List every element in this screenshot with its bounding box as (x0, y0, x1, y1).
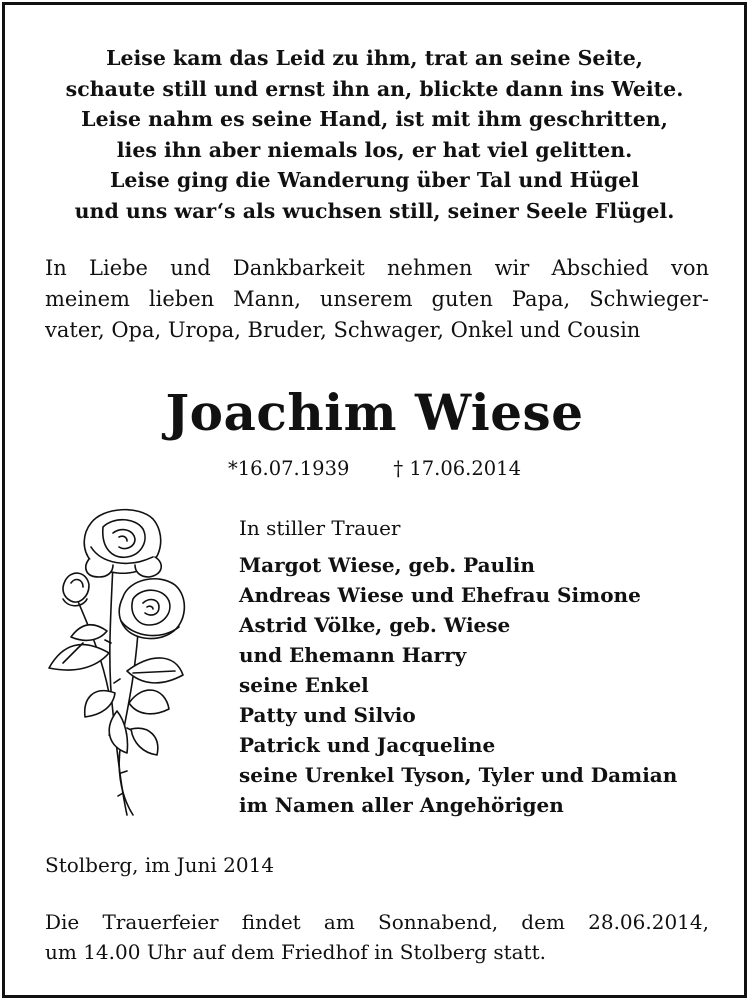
mourner-name: Margot Wiese, geb. Paulin (239, 553, 535, 577)
farewell-intro (45, 253, 709, 346)
rose-drawing-icon (43, 503, 193, 823)
life-dates (5, 455, 744, 483)
place-and-date: Stolberg, im Juni 2014 (45, 853, 275, 877)
poem-line: Leise nahm es seine Hand, ist mit ihm geschritten, (81, 107, 668, 131)
mourner-name: und Ehemann Harry (239, 643, 467, 667)
obituary-notice (2, 2, 747, 998)
mourners-list (239, 513, 677, 820)
mourner-name: Patty und Silvio (239, 703, 416, 727)
death-date: † 17.06.2014 (393, 457, 521, 480)
mourner-name: Andreas Wiese und Ehefrau Simone (239, 583, 641, 607)
mourners-label: In stiller Trauer (239, 516, 401, 540)
intro-line: meinem lieben Mann, unserem guten Papa, Schwieger- (45, 287, 709, 311)
poem-line: Leise kam das Leid zu ihm, trat an seine Seite, (106, 46, 643, 70)
mourner-name: seine Urenkel Tyson, Tyler und Damian (239, 763, 678, 787)
birth-date: *16.07.1939 (227, 457, 350, 480)
intro-line: vater, Opa, Uropa, Bruder, Schwager, Onkel und Cousin (45, 318, 641, 342)
poem-line: und uns war‘s als wuchsen still, seiner Seele Flügel. (74, 198, 675, 223)
intro-line: In Liebe und Dankbarkeit nehmen wir Abschied von (45, 256, 709, 280)
mourner-name: seine Enkel (239, 673, 369, 697)
memorial-poem (5, 43, 744, 226)
mourner-name: im Namen aller Angehörigen (239, 793, 564, 817)
deceased-name: Joachim Wiese (165, 383, 584, 442)
mourner-name: Astrid Völke, geb. Wiese (239, 613, 511, 637)
mourner-name: Patrick und Jacqueline (239, 733, 496, 757)
funeral-details (45, 907, 709, 967)
funeral-line: Die Trauerfeier findet am Sonnabend, dem 28.06.2014, (45, 910, 709, 934)
funeral-line: um 14.00 Uhr auf dem Friedhof in Stolberg statt. (45, 940, 546, 964)
poem-line: Leise ging die Wanderung über Tal und Hügel (109, 168, 640, 192)
poem-line: lies ihn aber niemals los, er hat viel gelitten. (116, 137, 633, 162)
poem-line: schaute still und ernst ihn an, blickte dann ins Weite. (65, 76, 684, 101)
